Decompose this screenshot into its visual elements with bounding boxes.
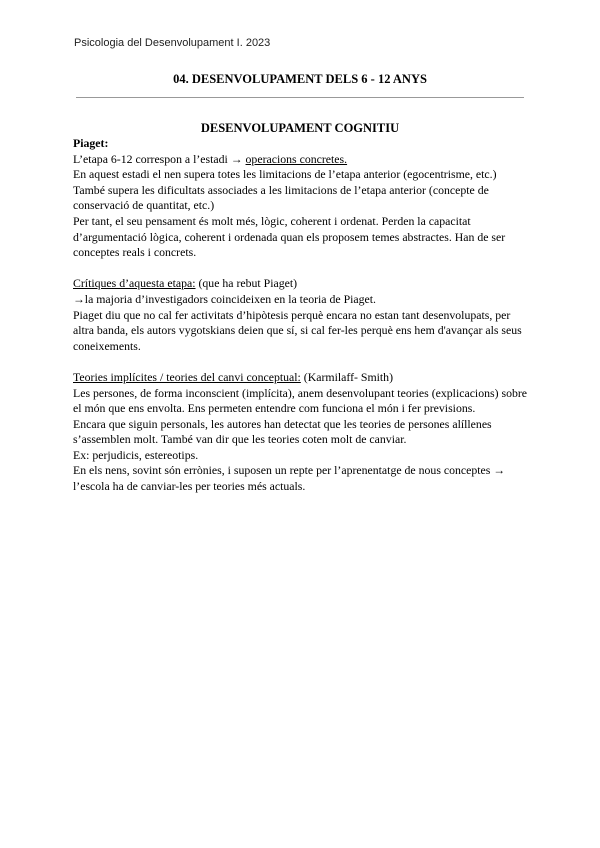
critiques-heading-underlined: Crítiques d’aquesta etapa: (73, 276, 196, 291)
teories-heading-rest: (Karmilaff- Smith) (300, 369, 393, 384)
title-divider (76, 97, 524, 98)
document-body (73, 136, 533, 495)
piaget-paragraph-1 (73, 152, 533, 168)
piaget-paragraph-3: També supera les dificultats associades a les limitacions de l’etapa anterior (concepte de conservació de quantitat, etc.) (73, 182, 489, 213)
piaget-line1-text: L’etapa 6-12 correspon a l’estadi → (73, 151, 246, 166)
spacer (73, 261, 533, 277)
section-title: DESENVOLUPAMENT COGNITIU (200, 121, 400, 135)
piaget-paragraph-2: En aquest estadi el nen supera totes les limitacions de l’etapa anterior (egocentrisme, etc.) (73, 167, 497, 182)
critiques-paragraph-2: Piaget diu que no cal fer activitats d’hipòtesis perquè encara no estan tant desenvolupats, per altra banda, els autors vygotskians deien que sí, si cal fer-les perquè ens hem d'avançar als seus coneixements. (73, 307, 522, 353)
page-header: Psicologia del Desenvolupament I. 2023 (74, 37, 271, 49)
teories-heading-underlined: Teories implícites / teories del canvi conceptual: (73, 369, 301, 384)
teories-paragraph-3: Ex: perjudicis, estereotips. (73, 447, 199, 462)
teories-paragraph-1: Les persones, de forma inconscient (implícita), anem desenvolupant teories (explicacions) sobre el món que ens envolta. Ens permeten entendre com funciona el món i fer previsions. (73, 385, 528, 416)
piaget-concept-underlined: operacions concretes. (245, 151, 348, 166)
spacer (73, 354, 533, 370)
piaget-heading: Piaget: (73, 136, 109, 150)
teories-paragraph-4: En els nens, sovint són errònies, i suposen un repte per l’aprenentatge de nous conceptes → l’escola ha de canviar-les per teories més actuals. (73, 463, 506, 494)
document-title: 04. DESENVOLUPAMENT DELS 6 - 12 ANYS (173, 72, 427, 86)
critiques-paragraph-1: →la majoria d’investigadors coincideixen en la teoria de Piaget. (73, 291, 377, 306)
teories-paragraph-2: Encara que siguin personals, les autores han detectat que les teories de persones alíllenes s’assemblen molt. També van dir que les teories coten molt de canviar. (73, 416, 492, 447)
critiques-heading (73, 276, 533, 292)
teories-heading (73, 370, 533, 386)
piaget-paragraph-4: Per tant, el seu pensament és molt més, lògic, coherent i ordenat. Perden la capacitat d’argumentació lògica, coherent i ordenada quan els proposem temes abstractes. Han de ser conceptes reals i concrets. (73, 213, 506, 260)
critiques-heading-rest: (que ha rebut Piaget) (195, 276, 298, 291)
